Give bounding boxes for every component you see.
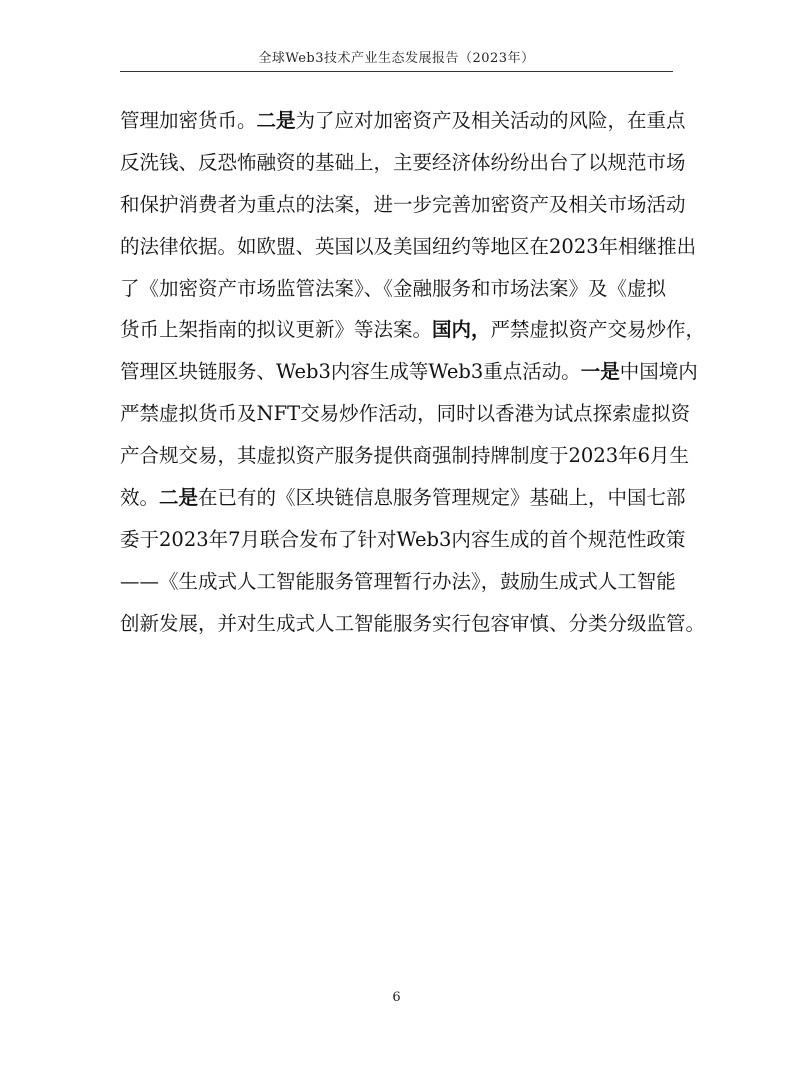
text-segment: 为了应对加密资产及相关活动的风险，在重点 bbox=[295, 109, 686, 132]
paragraph-line bbox=[120, 603, 706, 645]
text-segment: 中国境内 bbox=[619, 360, 698, 384]
text-segment: 严禁虚拟资产交易炒作， bbox=[490, 318, 706, 342]
paragraph-line bbox=[120, 435, 690, 477]
emphasis-text: 二是 bbox=[256, 109, 296, 132]
running-header: 全球Web3技术产业生态发展报告（2023年） bbox=[258, 51, 535, 66]
text-segment: 的法律依据。如欧盟、英国以及美国纽约等地区在2023年相继推出 bbox=[120, 234, 697, 258]
text-segment: 货币上架指南的拟议更新》等法案。 bbox=[120, 318, 433, 342]
header-divider bbox=[120, 71, 673, 72]
emphasis-text: 国内， bbox=[432, 318, 491, 342]
text-segment: ——《生成式人工智能服务管理暂行办法》，鼓励生成式人工智能 bbox=[120, 569, 676, 593]
text-segment: 严禁虚拟货币及NFT交易炒作活动，同时以香港为试点探索虚拟资 bbox=[120, 402, 691, 426]
text-segment: 在已有的《区块链信息服务管理规定》基础上，中国七部 bbox=[198, 486, 686, 510]
text-segment: 反洗钱、反恐怖融资的基础上，主要经济体纷纷出台了以规范市场 bbox=[120, 150, 686, 174]
text-segment: 产合规交易，其虚拟资产服务提供商强制持牌制度于2023年6月生 bbox=[120, 444, 690, 468]
paragraph-line bbox=[120, 393, 691, 435]
paragraph-line bbox=[120, 226, 697, 268]
paragraph-line bbox=[120, 100, 686, 142]
paragraph-line bbox=[120, 142, 686, 184]
text-segment: 效。 bbox=[120, 486, 160, 510]
text-segment: 和保护消费者为重点的法案，进一步完善加密资产及相关市场活动 bbox=[120, 192, 686, 216]
body-paragraph bbox=[120, 100, 706, 645]
text-segment: 管理加密货币。 bbox=[120, 109, 257, 132]
paragraph-line bbox=[120, 351, 698, 393]
text-segment: 管理区块链服务、Web3内容生成等Web3重点活动。 bbox=[120, 360, 581, 384]
paragraph-line bbox=[120, 519, 686, 561]
emphasis-text: 二是 bbox=[159, 486, 199, 510]
paragraph-line bbox=[120, 561, 676, 603]
paragraph-line bbox=[120, 184, 686, 226]
paragraph-line bbox=[120, 477, 686, 519]
emphasis-text: 一是 bbox=[580, 360, 620, 384]
page-number: 6 bbox=[392, 990, 401, 1005]
paragraph-line bbox=[120, 268, 667, 310]
paragraph-line bbox=[120, 309, 706, 351]
text-segment: 了《加密资产市场监管法案》、《金融服务和市场法案》及《虚拟 bbox=[120, 276, 667, 300]
text-segment: 委于2023年7月联合发布了针对Web3内容生成的首个规范性政策 bbox=[120, 527, 686, 551]
text-segment: 创新发展，并对生成式人工智能服务实行包容审慎、分类分级监管。 bbox=[120, 611, 706, 635]
